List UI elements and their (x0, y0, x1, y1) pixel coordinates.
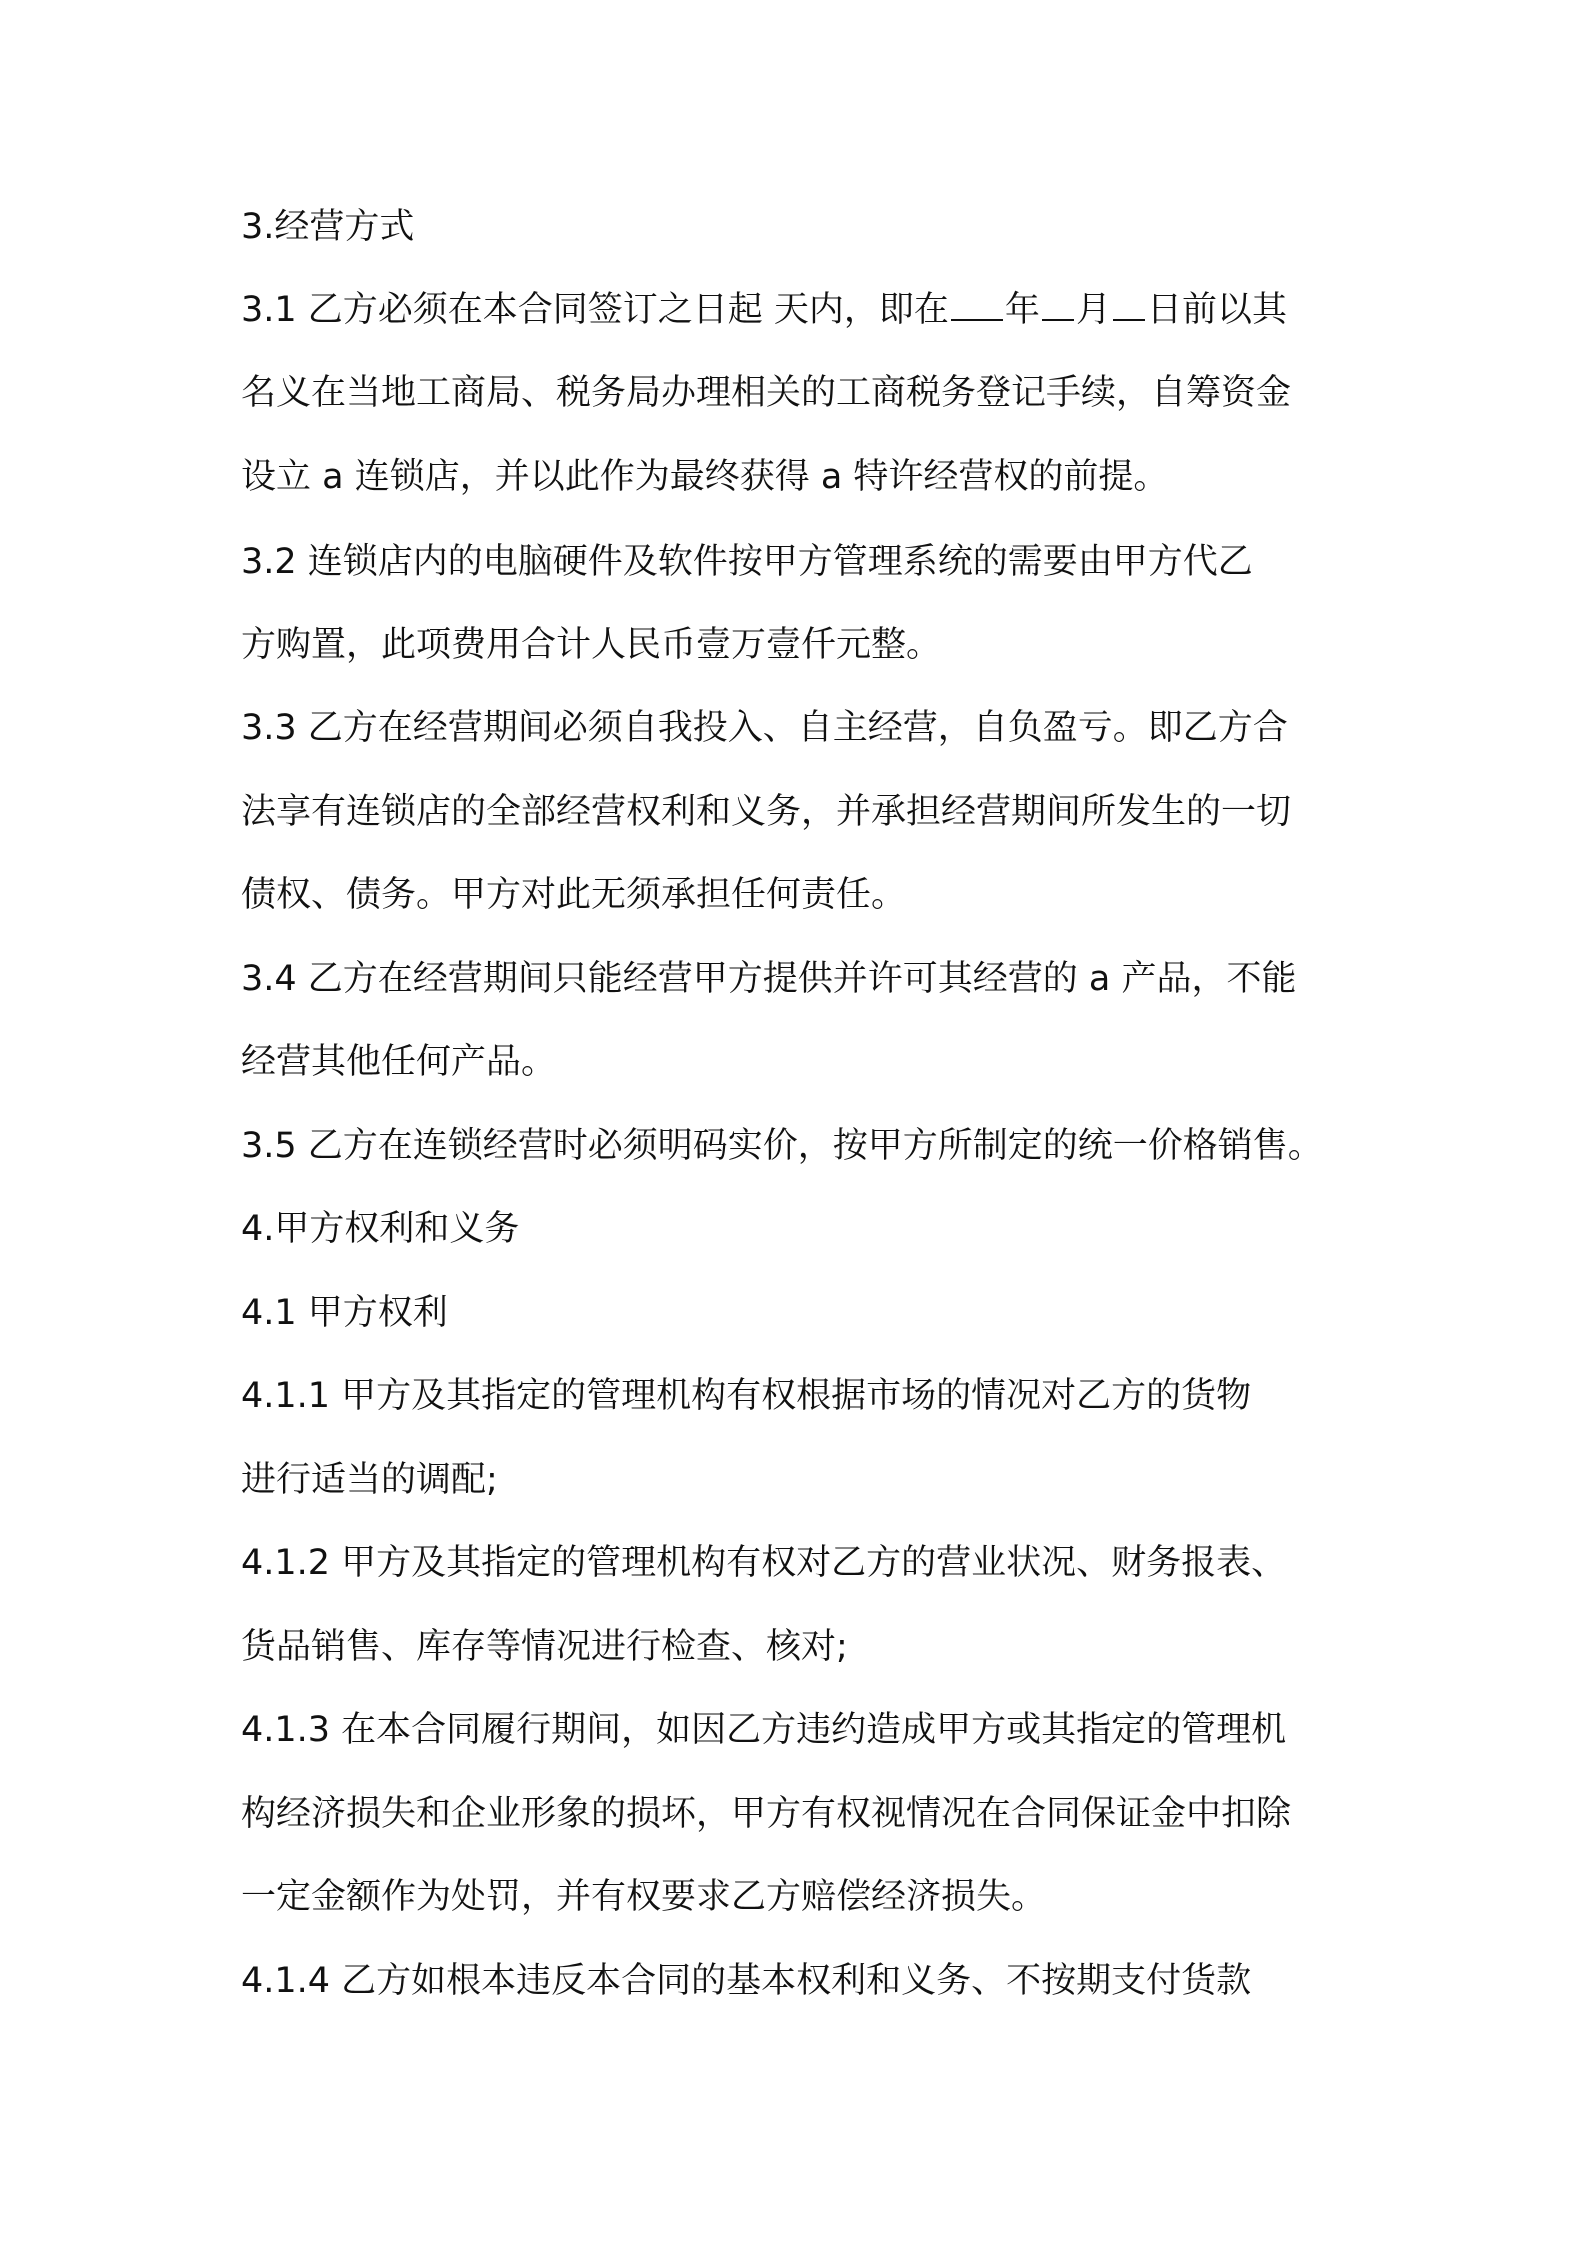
clause-3-1-line-2: 名义在当地工商局、税务局办理相关的工商税务登记手续，自筹资金 (241, 373, 1292, 413)
clause-4-1-3-line-1: 4.1.3 在本合同履行期间，如因乙方违约造成甲方或其指定的管理机 (241, 1710, 1287, 1750)
clause-3-2-line-2: 方购置，此项费用合计人民币壹万壹仟元整。 (241, 625, 942, 665)
clause-3-1-line-3: 设立 a 连锁店，并以此作为最终获得 a 特许经营权的前提。 (241, 457, 1169, 497)
heading-3: 3.经营方式 (241, 207, 415, 247)
clause-3-1-text: 3.1 乙方必须在本合同签订之日起 天内，即在 (241, 290, 949, 330)
clause-4-1-4-line-1: 4.1.4 乙方如根本违反本合同的基本权利和义务、不按期支付货款 (241, 1961, 1252, 2001)
day-blank (1113, 289, 1145, 321)
clause-4-1-2-line-1: 4.1.2 甲方及其指定的管理机构有权对乙方的营业状况、财务报表、 (241, 1543, 1287, 1583)
clause-4-1-3-line-3: 一定金额作为处罚，并有权要求乙方赔偿经济损失。 (241, 1877, 1047, 1917)
clause-3-3-line-1: 3.3 乙方在经营期间必须自我投入、自主经营，自负盈亏。即乙方合 (241, 708, 1288, 748)
year-blank (951, 289, 1003, 321)
clause-4-1-2-line-2: 货品销售、库存等情况进行检查、核对; (241, 1627, 848, 1667)
clause-4-1-1-line-2: 进行适当的调配; (241, 1460, 498, 1500)
clause-4-1-3-line-2: 构经济损失和企业形象的损坏，甲方有权视情况在合同保证金中扣除 (241, 1794, 1292, 1834)
clause-3-4-line-2: 经营其他任何产品。 (241, 1042, 557, 1082)
clause-3-4-line-1: 3.4 乙方在经营期间只能经营甲方提供并许可其经营的 a 产品，不能 (241, 959, 1297, 999)
heading-4: 4.甲方权利和义务 (241, 1209, 520, 1249)
day-tail: 日前以其 (1146, 290, 1287, 330)
year-char: 年 (1004, 290, 1040, 330)
clause-3-2-line-1: 3.2 连锁店内的电脑硬件及软件按甲方管理系统的需要由甲方代乙 (241, 542, 1253, 582)
clause-3-3-line-2: 法享有连锁店的全部经营权利和义务，并承担经营期间所发生的一切 (241, 792, 1292, 832)
month-char: 月 (1075, 290, 1111, 330)
clause-3-3-line-3: 债权、债务。甲方对此无须承担任何责任。 (241, 875, 907, 915)
clause-3-5-line-1: 3.5 乙方在连锁经营时必须明码实价，按甲方所制定的统一价格销售。 (241, 1126, 1323, 1166)
month-blank (1042, 289, 1074, 321)
clause-3-1-line-1 (241, 288, 1287, 332)
clause-4-1-1-line-1: 4.1.1 甲方及其指定的管理机构有权根据市场的情况对乙方的货物 (241, 1376, 1252, 1416)
heading-4-1: 4.1 甲方权利 (241, 1293, 448, 1333)
